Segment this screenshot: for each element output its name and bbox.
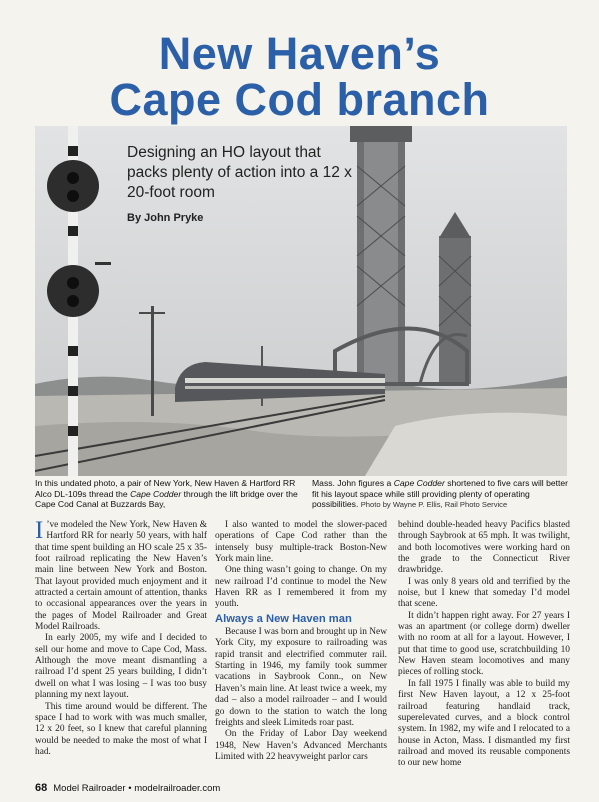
- body-column-1: [35, 517, 207, 758]
- photo-caption-left: [35, 478, 303, 510]
- paragraph: In early 2005, my wife and I decided to sell our home and move to Cape Cod, Mass. Although the move meant dismantling a railroad I’d spent 25 years building, I didn’t dwell on what I was losing – I was too busy planning my next layout.: [35, 633, 207, 701]
- byline: By John Pryke: [127, 212, 204, 224]
- paragraph: On the Friday of Labor Day weekend 1948, New Haven’s Advanced Merchants Limited with 22 heavyweight parlor cars: [215, 729, 387, 762]
- footer-publication: Model Railroader • modelrailroader.com: [53, 783, 221, 794]
- body-column-2: [215, 520, 387, 763]
- paragraph: I was only 8 years old and terrified by the noise, but I knew that someday I’d model that scene.: [398, 576, 570, 610]
- caption-left-suffix: through the lift bridge over the Cape Cod Canal at Buzzards Bay,: [35, 488, 298, 510]
- paragraph: behind double-headed heavy Pacifics blasted through Saybrook at 65 mph. It was twilight, and both locomotives were working hard on the grade to the Connecticut River drawbridge.: [398, 520, 570, 576]
- paragraph-text: ’ve modeled the New York, New Haven & Hartford RR for nearly 50 years, with half that time spent building an HO scale 25 x 35-foot railroad replicating the New Haven’s main line between New York and Boston. That layout provided much enjoyment and it attracted a certain amount of attention, thanks to occasional appearances over the years in the pages of Model Railroader and Great Model Railroads.: [35, 520, 207, 633]
- photo-caption-right: [312, 478, 570, 511]
- body-column-3: [398, 520, 570, 770]
- paragraph: Because I was born and brought up in New York City, my exposure to railroading was rapid transit and electrified commuter rail. Starting in 1946, my family took summer vacations in Saybrook Conn., on New Haven’s main line. At least twice a week, my dad – also a model railroader – and I would go down to the station to watch the long freights and sleek Limiteds roar past.: [215, 627, 387, 728]
- paragraph: This time around would be different. The space I had to work with was much smaller, 12 x 20 feet, so I knew that careful planning would be needed to make the most of what I had.: [35, 701, 207, 757]
- drop-cap: I: [35, 517, 44, 544]
- caption-left-prefix: In this undated photo, a pair of New York, New Haven & Hartford RR Alco DL-109s thread the: [35, 478, 296, 499]
- paragraph: One thing wasn’t going to change. On my new railroad I’d continue to model the New Haven RR as I remembered it from my youth.: [215, 565, 387, 610]
- page-footer: [35, 782, 220, 794]
- headline-line-2: Cape Cod branch: [109, 74, 490, 125]
- photo-credit: Photo by Wayne P. Ellis, Rail Photo Service: [360, 500, 508, 510]
- caption-right-prefix: Mass. John figures a: [312, 478, 394, 488]
- caption-right-train-name: Cape Codder: [393, 478, 445, 488]
- section-subhead: Always a New Haven man: [215, 612, 352, 625]
- paragraph: It didn’t happen right away. For 27 years I was an apartment (or college dorm) dweller with no room at all for a layout. However, I put that time to good use, scratchbuilding 10 New Haven steam locomotives and many pieces of rolling stock.: [398, 610, 570, 678]
- page-number: 68: [35, 782, 48, 794]
- paragraph: I also wanted to model the slower-paced operations of Cape Cod rather than the intensely busy multiple-track Boston-New York main line.: [215, 520, 387, 565]
- paragraph: [35, 517, 207, 633]
- caption-right-suffix: shortened to five cars will better fit his layout space while still providing plenty of operating possibilities.: [312, 478, 569, 510]
- headline-line-1: New Haven’s: [158, 28, 441, 79]
- article-deck: Designing an HO layout that packs plenty of action into a 12 x 20-foot room: [127, 144, 352, 201]
- caption-left-train-name: Cape Codder: [130, 488, 182, 499]
- paragraph: In fall 1975 I finally was able to build my first New Haven layout, a 12 x 25-foot railroad featuring handlaid track, superelevated curves, and a block control system. In 1982, my wife and I relocated to a house in Acton, Mass. I dismantled my first railroad and moved its reusable components to our new home: [398, 678, 570, 769]
